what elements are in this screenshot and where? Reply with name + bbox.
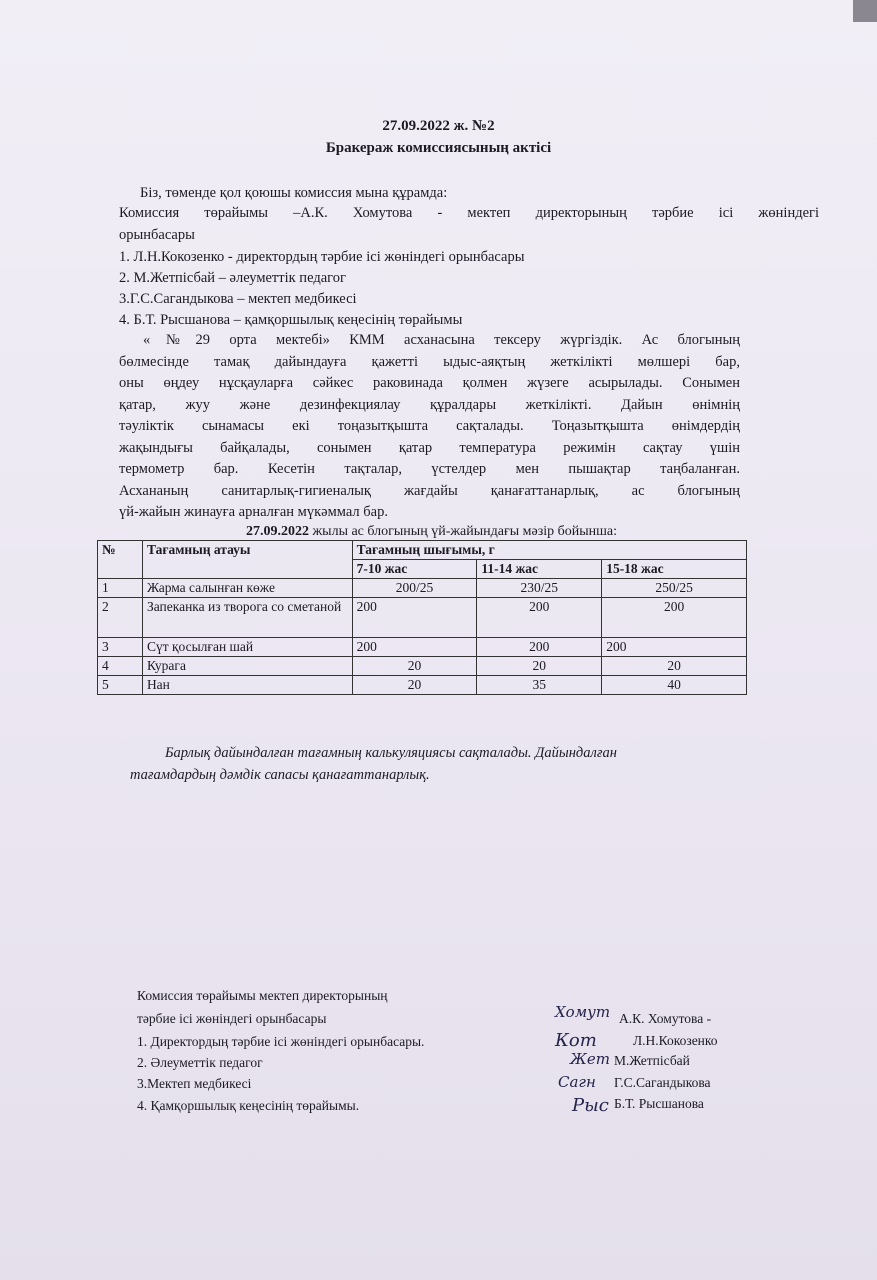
age-group-header: 7-10 жас [352,560,477,579]
table-row [98,657,747,676]
row-no: 1 [98,579,143,598]
row-no: 5 [98,676,143,695]
col-name-header: Тағамның атауы [142,541,352,579]
member-4: 4. Б.Т. Рысшанова – қамқоршылық кеңесінің төрайымы [119,312,463,328]
row-value: 20 [352,657,477,676]
table-row [98,598,747,638]
row-value: 200 [352,598,477,638]
member-2: 2. М.Жетпісбай – әлеуметтік педагог [119,270,346,286]
row-value: 20 [352,676,477,695]
signature-role: 4. Қамқоршылық кеңесінің төрайымы. [137,1098,360,1113]
handwritten-signature: Кот [555,1030,597,1051]
chair-line: Комиссия төрайымы –А.К. Хомутова - мектеп директорының тәрбие ісі жөніндегі [119,205,819,221]
act-date-number: 27.09.2022 ж. №2 [382,118,495,134]
body-line-9: үй-жайын жинауға арналған мүкәммал бар. [119,504,388,520]
body-line-4: қатар, жуу және дезинфекциялау құралдары жеткілікті. Дайын өнімнің [119,397,740,413]
table-caption-text: жылы ас блогының үй-жайындағы мәзір бойынша: [309,524,618,539]
row-value: 200 [477,638,602,657]
age-group-header: 11-14 жас [477,560,602,579]
handwritten-signature: Жет [570,1050,610,1068]
handwritten-signature: Хомут [555,1003,611,1021]
row-name: Сүт қосылған шай [142,638,352,657]
body-line-1: «№29 орта мектебі» КММ асханасына тексеру жүргіздік. Ас блогының [143,332,740,348]
table-header-row [98,541,747,560]
signature-role: 2. Әлеуметтік педагог [137,1055,263,1070]
signatory-name: А.К. Хомутова - [619,1011,712,1026]
row-value: 250/25 [602,579,747,598]
act-title: Бракераж комиссиясының актісі [325,140,552,156]
row-name: Нан [142,676,352,695]
table-row [98,638,747,657]
conclusion-line-2: тағамдардың дәмдік сапасы қанағаттанарлық. [130,767,430,783]
row-name: Курага [142,657,352,676]
row-no: 4 [98,657,143,676]
signatory-name: М.Жетпісбай [614,1053,690,1068]
table-caption [246,524,617,540]
age-group-header: 15-18 жас [602,560,747,579]
signatory-name: Г.С.Сагандыкова [614,1075,711,1090]
row-no: 3 [98,638,143,657]
row-value: 20 [602,657,747,676]
row-value: 200 [602,638,747,657]
body-line-8: Асхананың санитарлық-гигиеналық жағдайы қанағаттанарлық, ас блогының [119,483,740,499]
row-value: 200 [352,638,477,657]
row-value: 200 [477,598,602,638]
body-line-3: оны өңдеу нұсқауларға сәйкес раковинада қолмен жүзеге асырылады. Сонымен [119,375,740,391]
conclusion-line-1: Барлық дайындалған тағамның калькуляциясы сақталады. Дайындалған [165,745,617,761]
table-caption-date: 27.09.2022 [246,524,309,539]
body-line-2: бөлмесінде тамақ дайындауға қажетті ыдыс-аяқтың жеткілікті мөлшері бар, [119,354,740,370]
signature-role: тәрбие ісі жөніндегі орынбасары [137,1011,327,1026]
col-no-header: № [98,541,143,579]
row-name: Запеканка из творога со сметаной [142,598,352,638]
signatory-name: Л.Н.Кокозенко [633,1033,718,1048]
table-row [98,579,747,598]
row-name: Жарма салынған көже [142,579,352,598]
intro-line: Біз, төменде қол қоюшы комиссия мына құрамда: [140,185,448,201]
row-value: 230/25 [477,579,602,598]
handwritten-signature: Рыс [572,1095,609,1116]
row-value: 200 [602,598,747,638]
signature-role: 1. Директордың тәрбие ісі жөніндегі орынбасары. [137,1034,425,1049]
signatory-name: Б.Т. Рысшанова [614,1096,704,1111]
body-line-6: жақындығы байқалады, сонымен қатар температура режимін сақтау үшін [119,440,740,456]
dark-corner [853,0,877,22]
member-1: 1. Л.Н.Кокозенко - директордың тәрбие ісі жөніндегі орынбасары [119,249,525,265]
body-line-7: термометр бар. Кесетін тақталар, үстелдер мен пышақтар таңбаланған. [119,461,740,477]
row-value: 200/25 [352,579,477,598]
handwritten-signature: Сагн [558,1073,596,1091]
row-value: 35 [477,676,602,695]
body-line-5: тәуліктік сынамасы екі тоңазытқышта сақталады. Тоңазытқышта өнімдердің [119,418,740,434]
row-no: 2 [98,598,143,638]
menu-table [97,540,747,695]
chair-line-2: орынбасары [119,227,195,243]
row-value: 20 [477,657,602,676]
signature-role: Комиссия төрайымы мектеп директорының [137,988,388,1003]
member-3: 3.Г.С.Сагандыкова – мектеп медбикесі [119,291,357,307]
signature-role: 3.Мектеп медбикесі [137,1076,252,1091]
table-row [98,676,747,695]
col-output-header: Тағамның шығымы, г [352,541,746,560]
row-value: 40 [602,676,747,695]
